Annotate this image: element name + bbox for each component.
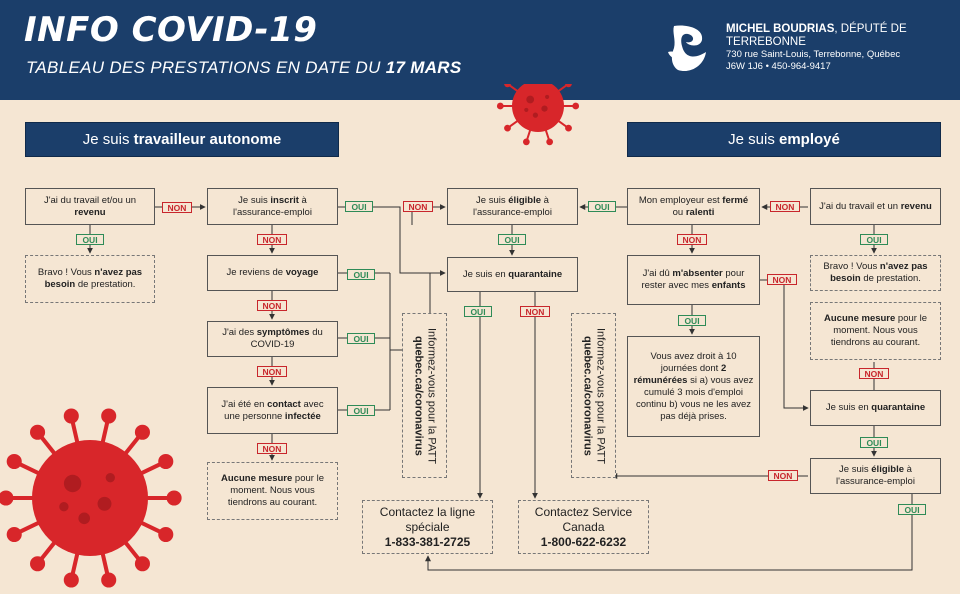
info-patt-link[interactable]: quebec.ca/coronavirus: [581, 335, 594, 456]
node-text: Je suis: [238, 194, 271, 206]
node-contact-ligne: [362, 500, 493, 554]
info-patt-pre: Informez-vous pour la PATT: [425, 327, 438, 464]
node-bold: revenu: [74, 206, 106, 218]
node-text: si a) vous avez cumulé 3 mois d'emploi continu b) vous ne les avez pas déjà prises.: [635, 374, 754, 422]
node-quarantaine-center: [447, 257, 578, 292]
non-tag: NON: [859, 368, 889, 379]
node-bold: éligible: [871, 464, 904, 475]
info-patt-text: [412, 328, 438, 464]
non-tag: NON: [257, 366, 287, 377]
node-text: du COVID-19: [250, 327, 323, 350]
oui-tag: OUI: [898, 504, 926, 515]
non-tag: NON: [162, 202, 192, 213]
node-droit-journees: [627, 336, 760, 437]
node-text: Mon employeur est: [638, 194, 723, 206]
ligne-text: Contactez la ligne spéciale: [379, 504, 476, 534]
ligne-phone[interactable]: 1-833-381-2725: [384, 534, 471, 549]
node-bold: contact: [267, 398, 301, 410]
node-text: Bravo ! Vous: [37, 267, 95, 278]
node-text: Je reviens de: [226, 267, 286, 278]
node-bold: enfants: [711, 280, 746, 291]
non-tag: NON: [403, 201, 433, 212]
node-bold: 2 rémunérées: [633, 362, 727, 386]
node-text: pour rester avec mes: [641, 268, 745, 291]
node-symptomes: [207, 321, 338, 357]
node-bold: symptômes: [256, 327, 310, 338]
node-bold: infectée: [284, 410, 321, 422]
node-bold: quarantaine: [871, 402, 926, 413]
node-text: pour le moment. Nous vous tiendrons au courant.: [830, 313, 927, 348]
info-patt-right: [571, 313, 616, 478]
node-bravo-left: [25, 255, 155, 303]
service-text: Contactez Service Canada: [534, 504, 633, 534]
node-contact-infectee: [207, 387, 338, 434]
section-left-bold: travailleur autonome: [133, 131, 282, 148]
oui-tag: OUI: [860, 234, 888, 245]
oui-tag: OUI: [860, 437, 888, 448]
section-employe: [627, 122, 941, 157]
node-bold: Aucune mesure: [824, 313, 896, 324]
section-left-pre: Je suis: [82, 131, 130, 148]
node-eligible-center: [447, 188, 578, 225]
node-bold: fermé: [722, 194, 749, 206]
non-tag: NON: [677, 234, 707, 245]
subtitle-text: TABLEAU DES PRESTATIONS EN DATE DU: [26, 58, 386, 77]
service-phone[interactable]: 1-800-622-6232: [540, 534, 627, 549]
oui-tag: OUI: [464, 306, 492, 317]
node-travail-revenu-right: [810, 188, 941, 225]
info-patt-text: [581, 328, 607, 464]
node-eligible-right: [810, 458, 941, 494]
node-text: ou: [672, 206, 686, 218]
node-text: Vous avez droit à 10 journées dont: [650, 350, 737, 374]
oui-tag: OUI: [498, 234, 526, 245]
node-text: J'ai du travail et un: [819, 200, 901, 212]
oui-tag: OUI: [347, 405, 375, 416]
address-line-2: J6W 1J6 • 450-964-9417: [726, 61, 831, 72]
section-right-pre: Je suis: [728, 131, 775, 148]
node-text: J'ai été en: [221, 398, 268, 410]
non-tag: NON: [257, 443, 287, 454]
address-line-1: 730 rue Saint-Louis, Terrebonne, Québec: [726, 49, 901, 60]
node-bold: revenu: [900, 200, 932, 212]
deputy-role: , DÉPUTÉ DE: [834, 23, 907, 35]
node-quarantaine-right: [810, 390, 941, 426]
section-right-bold: employé: [779, 131, 840, 148]
node-text: Je suis en: [462, 268, 509, 280]
deputy-name: MICHEL BOUDRIAS: [726, 23, 835, 35]
node-bold: Aucune mesure: [221, 473, 293, 484]
oui-tag: OUI: [345, 201, 373, 212]
non-tag: NON: [770, 201, 800, 212]
node-text: à l'assurance-emploi: [473, 194, 552, 218]
non-tag: NON: [257, 234, 287, 245]
node-text: de prestation.: [860, 273, 921, 284]
node-absenter-enfants: [627, 255, 760, 305]
node-aucune-mesure-left: [207, 462, 338, 520]
oui-tag: OUI: [588, 201, 616, 212]
node-text: pour le moment. Nous vous tiendrons au courant.: [227, 473, 324, 508]
node-employeur-ferme: [627, 188, 760, 225]
node-travail-revenu-left: [25, 188, 155, 225]
node-bold: inscrit: [270, 194, 299, 206]
node-bravo-right: [810, 255, 941, 291]
node-voyage: [207, 255, 338, 291]
node-text: J'ai du travail et/ou un: [43, 194, 137, 206]
non-tag: NON: [767, 274, 797, 285]
node-text: J'ai des: [222, 327, 257, 338]
node-text: Je suis: [476, 194, 509, 206]
subtitle-date: 17 MARS: [385, 58, 462, 77]
node-text: Je suis en: [825, 402, 872, 413]
non-tag: NON: [768, 470, 798, 481]
non-tag: NON: [257, 300, 287, 311]
node-bold: éligible: [508, 194, 541, 206]
section-travailleur-autonome: [25, 122, 339, 157]
info-patt-left: [402, 313, 447, 478]
node-text: Bravo ! Vous: [823, 261, 880, 272]
node-bold: n'avez pas besoin: [44, 267, 143, 290]
node-inscrit-ae: [207, 188, 338, 225]
node-bold: ralenti: [685, 206, 715, 218]
info-patt-pre: Informez-vous pour la PATT: [594, 327, 607, 464]
page-title: INFO COVID-19: [24, 10, 318, 50]
node-text: J'ai dû: [642, 268, 673, 279]
node-text: de prestation.: [75, 279, 136, 290]
oui-tag: OUI: [347, 269, 375, 280]
oui-tag: OUI: [76, 234, 104, 245]
node-bold: voyage: [285, 267, 319, 278]
node-text: Je suis: [839, 464, 872, 475]
non-tag: NON: [520, 306, 550, 317]
node-text: avec une personne: [224, 398, 324, 422]
node-bold: m'absenter: [672, 268, 723, 279]
node-text: à l'assurance-emploi: [836, 464, 915, 487]
info-patt-link[interactable]: quebec.ca/coronavirus: [412, 335, 425, 456]
oui-tag: OUI: [678, 315, 706, 326]
oui-tag: OUI: [347, 333, 375, 344]
node-aucune-mesure-right: [810, 302, 941, 360]
node-bold: quarantaine: [508, 268, 563, 280]
node-service-canada: [518, 500, 649, 554]
node-text: à l'assurance-emploi: [233, 194, 312, 218]
riding-name: TERREBONNE: [726, 36, 806, 48]
node-bold: n'avez pas besoin: [830, 261, 928, 284]
